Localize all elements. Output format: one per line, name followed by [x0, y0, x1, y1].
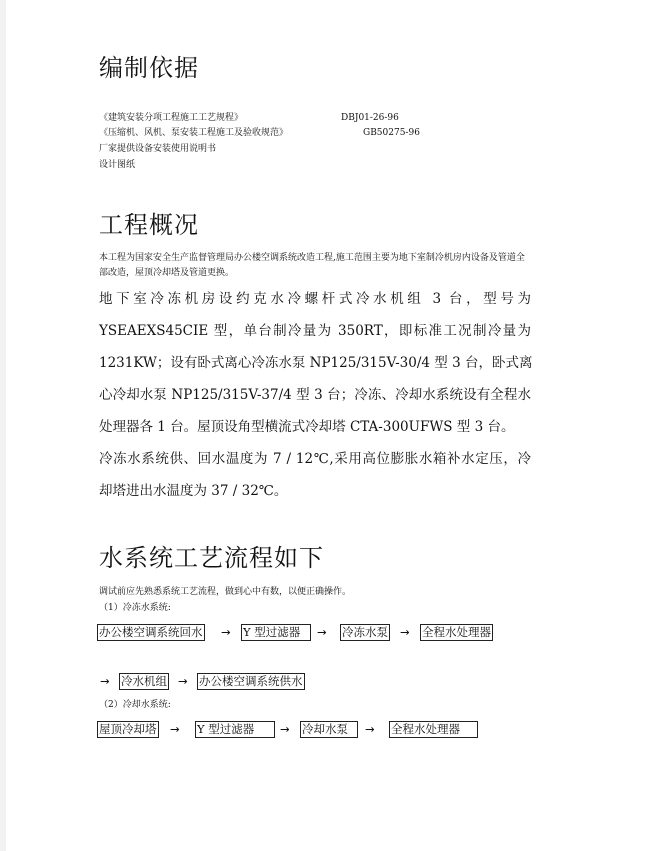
overview-line-3: 1231KW；设有卧式离心冷冻水泵 NP125/315V-30/4 型 3 台，卧式离 — [99, 355, 533, 371]
flow-arrow: → — [317, 625, 327, 639]
overview-line-1: 地下室冷冻机房设约克水冷螺杆式冷水机组 3 台，型号为 — [99, 291, 531, 307]
flow-box-chiller: 冷水机组 — [121, 674, 167, 688]
section-title-flow: 水系统工艺流程如下 — [99, 544, 324, 572]
flow-box-chilled-pump: 冷冻水泵 — [342, 625, 388, 639]
basis-item-2-code: GB50275-96 — [363, 128, 420, 138]
flow-box-cooling-pump: 冷却水泵 — [300, 721, 358, 738]
section-title-basis: 编制依据 — [99, 54, 199, 82]
flow-arrow: → — [400, 625, 410, 639]
flow-arrow: → — [178, 674, 188, 688]
flow-box-y-filter-2: Y 型过滤器 — [195, 721, 275, 738]
basis-item-1-code: DBJ01-26-96 — [341, 113, 399, 123]
flow-arrow: → — [100, 674, 110, 688]
document-page — [6, 0, 656, 851]
basis-item-1: 《建筑安装分项工程施工工艺规程》 — [99, 113, 244, 123]
flow-arrow: → — [170, 722, 180, 736]
overview-line-4: 心冷却水泵 NP125/315V-37/4 型 3 台；冷冻、冷却水系统设有全程水 — [99, 387, 531, 403]
flow-box-cooling-tower: 屋顶冷却塔 — [99, 722, 157, 736]
flow-arrow: → — [221, 625, 231, 639]
section-title-overview: 工程概况 — [99, 211, 199, 239]
overview-line-5: 处理器各 1 台。屋顶设角型横流式冷却塔 CTA-300UFWS 型 3 台。 — [99, 419, 515, 435]
flow-box-water-treatment-2: 全程水处理器 — [389, 721, 478, 738]
cooling-water-label: （2）冷却水系统: — [99, 700, 171, 710]
basis-item-3: 厂家提供设备安装使用说明书 — [99, 144, 217, 154]
overview-intro: 本工程为国家安全生产监督管理局办公楼空调系统改造工程,施工范围主要为地下室制冷机房内设备及管道全部改造，屋顶冷却塔及管道更换。 — [99, 253, 525, 278]
overview-line-6: 冷冻水系统供、回水温度为 7 / 12℃,采用高位膨胀水箱补水定压，冷 — [99, 451, 531, 467]
flow-box-return-water: 办公楼空调系统回水 — [99, 625, 203, 639]
flow-arrow: → — [280, 722, 290, 736]
flow-arrow: → — [365, 722, 375, 736]
flow-box-water-treatment: 全程水处理器 — [422, 625, 491, 639]
flow-box-y-filter: Y 型过滤器 — [241, 624, 311, 641]
basis-item-2: 《压缩机、风机、泵安装工程施工及验收规范》 — [99, 128, 289, 138]
overview-line-2: YSEAEXS45CIE 型，单台制冷量为 350RT，即标准工况制冷量为 — [99, 323, 531, 339]
chilled-water-label: （1）冷冻水系统: — [99, 603, 171, 613]
flow-box-supply-water: 办公楼空调系统供水 — [199, 674, 303, 688]
overview-line-7: 却塔进出水温度为 37 / 32℃。 — [99, 483, 288, 499]
flow-intro: 调试前应先熟悉系统工艺流程，做到心中有数，以便正确操作。 — [99, 587, 352, 597]
basis-item-4: 设计图纸 — [99, 160, 136, 170]
